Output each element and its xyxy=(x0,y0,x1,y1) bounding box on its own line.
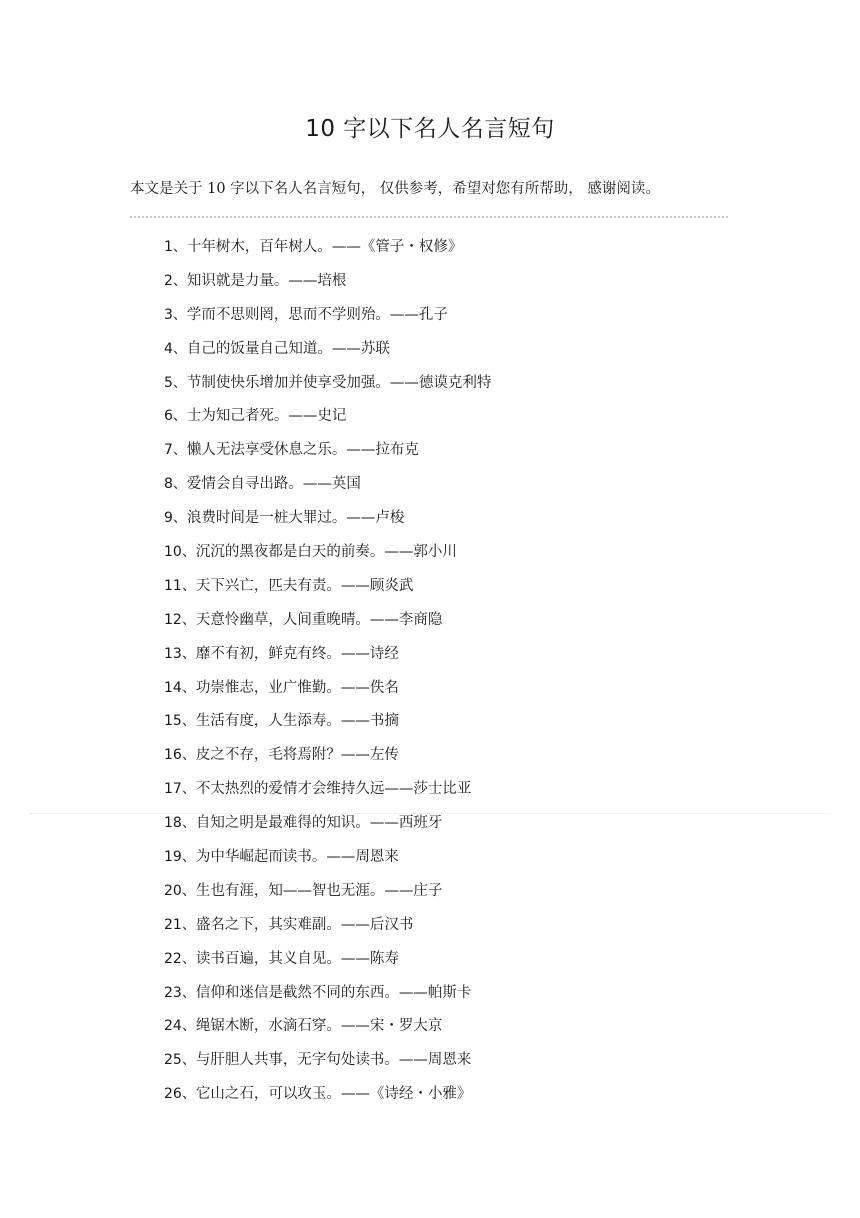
quote-number: 4、 xyxy=(164,340,187,357)
quote-text: 自己的饭量自己知道。——苏联 xyxy=(186,340,390,357)
quote-text: 学而不思则罔，思而不学则殆。——孔子 xyxy=(186,306,448,323)
quote-number: 8、 xyxy=(164,476,187,493)
intro-text: 本文是关于 10 字以下名人名言短句， 仅供参考，希望对您有所帮助， 感谢阅读。 xyxy=(130,181,660,197)
quote-text: 为中华崛起而读书。——周恩来 xyxy=(195,849,399,866)
quote-number: 15、 xyxy=(164,713,196,730)
quote-item xyxy=(164,1049,491,1083)
quote-item xyxy=(164,609,491,643)
quote-number: 22、 xyxy=(164,950,196,967)
quote-number: 11、 xyxy=(164,577,196,594)
quote-item xyxy=(164,236,491,270)
quote-text: 自知之明是最难得的知识。——西班牙 xyxy=(195,815,443,832)
quote-text: 功崇惟志，业广惟勤。——佚名 xyxy=(195,679,399,696)
quote-item xyxy=(164,304,491,338)
quote-text: 与肝胆人共事，无字句处读书。——周恩来 xyxy=(195,1052,472,1069)
quote-text: 爱情会自寻出路。——英国 xyxy=(186,476,361,493)
quote-item xyxy=(164,643,491,677)
quote-item xyxy=(164,473,491,507)
quote-number: 20、 xyxy=(164,882,196,899)
quote-item xyxy=(164,948,491,982)
quote-item xyxy=(164,541,491,575)
quote-list xyxy=(164,236,491,1117)
quote-item xyxy=(164,1083,491,1117)
quote-item xyxy=(164,982,491,1016)
quote-number: 1、 xyxy=(164,239,187,255)
quote-text: 懒人无法享受休息之乐。——拉布克 xyxy=(186,442,419,459)
quote-item xyxy=(164,846,491,880)
quote-item xyxy=(164,1015,491,1049)
quote-number: 5、 xyxy=(164,374,187,391)
quote-item xyxy=(164,270,491,304)
quote-number: 26、 xyxy=(164,1086,196,1103)
quote-number: 25、 xyxy=(164,1052,196,1069)
quote-item xyxy=(164,338,491,372)
quote-number: 23、 xyxy=(164,984,196,1001)
quote-item xyxy=(164,575,491,609)
page-title: 10 字以下名人名言短句 xyxy=(305,116,555,142)
quote-number: 6、 xyxy=(164,408,187,425)
quote-text: 绳锯木断，水滴石穿。——宋・罗大京 xyxy=(195,1018,443,1035)
quote-text: 靡不有初，鲜克有终。——诗经 xyxy=(195,645,399,662)
quote-number: 13、 xyxy=(164,645,196,662)
quote-text: 它山之石，可以攻玉。——《诗经・小雅》 xyxy=(195,1086,472,1103)
quote-text: 读书百遍，其义自见。——陈寿 xyxy=(195,950,399,967)
quote-number: 19、 xyxy=(164,849,196,866)
quote-number: 18、 xyxy=(164,815,196,832)
quote-text: 不太热烈的爱情才会维持久远——莎士比亚 xyxy=(195,781,472,798)
quote-text: 皮之不存，毛将焉附？——左传 xyxy=(195,747,399,764)
quote-number: 24、 xyxy=(164,1018,196,1035)
quote-item xyxy=(164,372,491,406)
quote-text: 信仰和迷信是截然不同的东西。——帕斯卡 xyxy=(195,984,472,1001)
quote-number: 2、 xyxy=(164,272,187,289)
quote-number: 14、 xyxy=(164,679,196,696)
quote-text: 知识就是力量。——培根 xyxy=(186,272,347,289)
quote-item xyxy=(164,880,491,914)
quote-item xyxy=(164,778,491,812)
quote-number: 16、 xyxy=(164,747,196,764)
quote-item xyxy=(164,744,491,778)
quote-item xyxy=(164,507,491,541)
quote-item xyxy=(164,914,491,948)
quote-number: 3、 xyxy=(164,306,187,323)
quote-number: 17、 xyxy=(164,781,196,798)
quote-number: 10、 xyxy=(164,544,196,561)
quote-text: 沉沉的黑夜都是白天的前奏。——郭小川 xyxy=(195,544,457,561)
quote-item xyxy=(164,812,491,846)
quote-item xyxy=(164,439,491,473)
quote-text: 节制使快乐增加并使享受加强。——德谟克利特 xyxy=(186,374,492,391)
quote-text: 生也有涯，知——智也无涯。——庄子 xyxy=(195,882,443,899)
quote-text: 生活有度，人生添寿。——书摘 xyxy=(195,713,399,730)
quote-text: 士为知己者死。——史记 xyxy=(186,408,347,425)
quote-item xyxy=(164,710,491,744)
quote-number: 12、 xyxy=(164,611,196,628)
quote-number: 9、 xyxy=(164,510,187,527)
quote-item xyxy=(164,405,491,439)
quote-text: 天下兴亡，匹夫有责。——顾炎武 xyxy=(195,577,414,594)
quote-text: 天意怜幽草，人间重晚晴。——李商隐 xyxy=(195,611,443,628)
quote-text: 十年树木，百年树人。——《管子・权修》 xyxy=(186,239,463,255)
quote-item xyxy=(164,677,491,711)
quote-number: 7、 xyxy=(164,442,187,459)
quote-text: 浪费时间是一桩大罪过。——卢梭 xyxy=(186,510,405,527)
quote-text: 盛名之下，其实难副。——后汉书 xyxy=(195,916,414,933)
divider xyxy=(130,216,728,218)
quote-number: 21、 xyxy=(164,916,196,933)
